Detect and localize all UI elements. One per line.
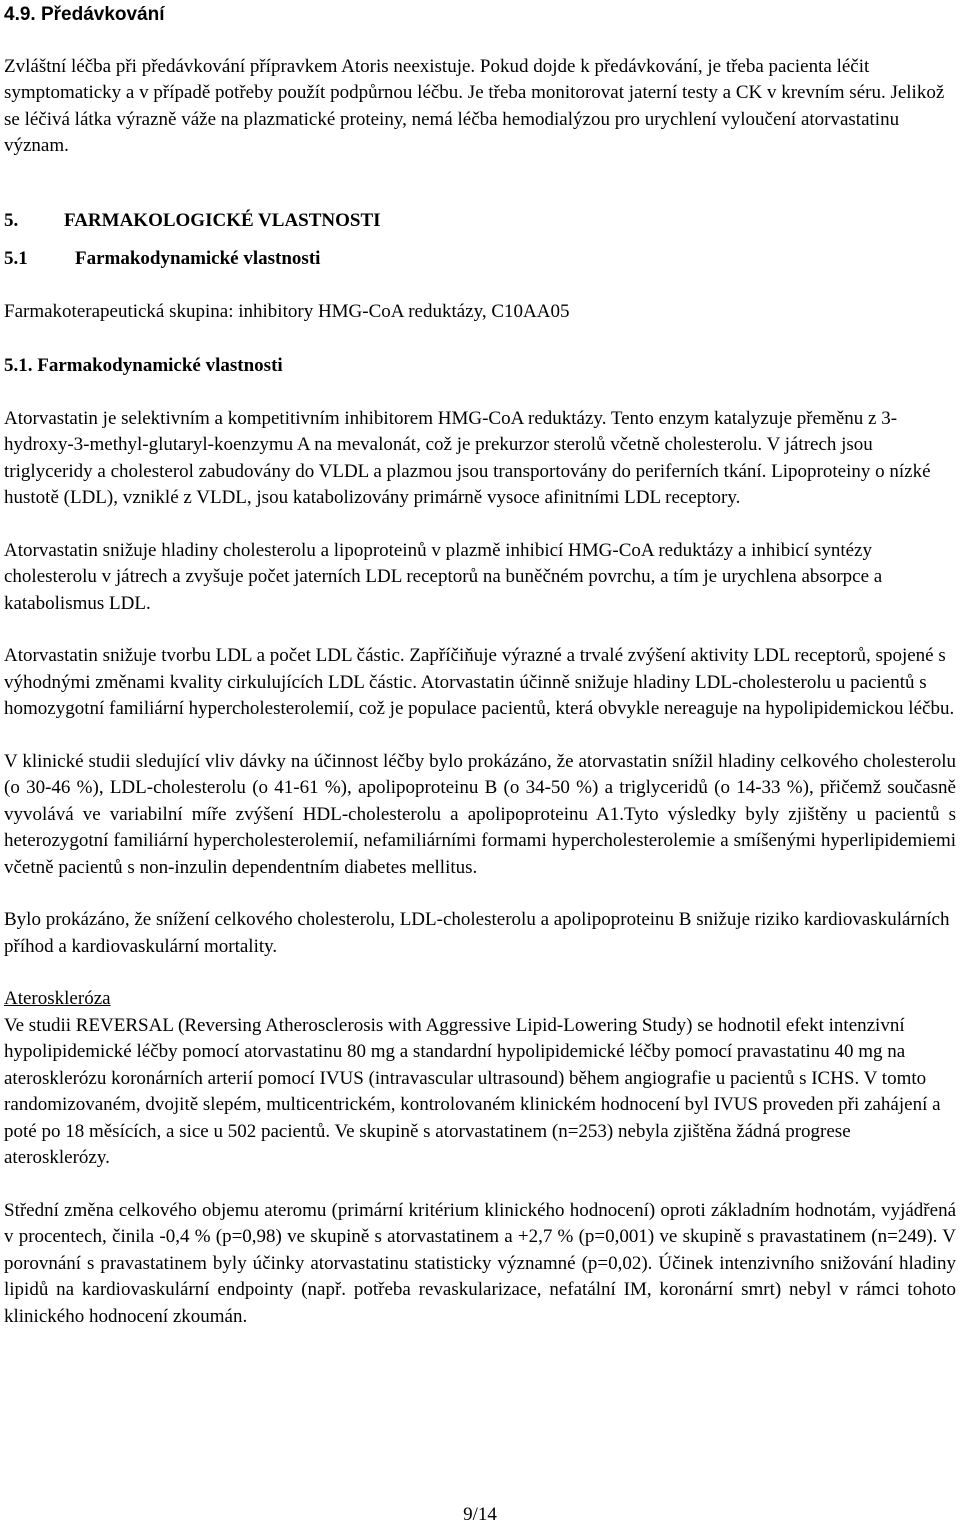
risk-reduction-paragraph: Bylo prokázáno, že snížení celkového cholesterolu, LDL-cholesterolu a apolipoproteinu B snižuje riziko kardiovaskulárních příhod a kardiovaskulární mortality. xyxy=(4,909,950,957)
section-5-1-number: 5.1 xyxy=(4,248,28,269)
section-5-title: FARMAKOLOGICKÉ VLASTNOSTI xyxy=(64,209,381,231)
section-4-9-heading: 4.9. Předávkování xyxy=(4,4,165,25)
clinical-study-paragraph: V klinické studii sledující vliv dávky na účinnost léčby bylo prokázáno, že atorvastatin snížil hladiny celkového cholesterolu (o 30-46 %), LDL-cholesterolu (o 41-61 %), apolipoproteinu B (o 34-50 %) a triglyceridů (o 14-33 %), přičemž současně vyvolává ve variabilní míře zvýšení HDL-cholesterolu a apolipoproteinu A1.Tyto výsledky byly zjištěny u pacientů s heterozygotní familiární hypercholesterolemií, nefamiliárními formami hypercholesterolemie a smíšenými hyperlipidemiemi včetně pacientů s non-inzulin dependentním diabetes mellitus. xyxy=(4,750,956,878)
section-5-heading xyxy=(4,208,956,235)
atheroma-volume-paragraph: Střední změna celkového objemu ateromu (primární kritérium klinického hodnocení) oproti základním hodnotám, vyjádřená v procentech, činila -0,4 % (p=0,98) ve skupině s atorvastatinem a +2,7 % (p=0,001) ve skupině s pravastatinem (n=249). V porovnání s pravastatinem byly účinky atorvastatinu statisticky významné (p=0,02). Účinek intenzivního snižování hladiny lipidů na kardiovaskulární endpointy (např. potřeba revaskularizace, nefatální IM, koronární smrt) nebyl v rámci tohoto klinického hodnocení zkoumán. xyxy=(4,1199,956,1327)
cholesterol-paragraph: Atorvastatin snižuje hladiny cholesterolu a lipoproteinů v plazmě inhibicí HMG-CoA reduktázy a inhibicí syntézy cholesterolu v játrech a zvyšuje počet jaterních LDL receptorů na buněčném povrchu, a tím je urychlena absorpce a katabolismus LDL. xyxy=(4,539,883,614)
ldl-paragraph: Atorvastatin snižuje tvorbu LDL a počet LDL částic. Zapříčiňuje výrazné a trvalé zvýšení aktivity LDL receptorů, spojené s výhodnými změnami kvality cirkulujících LDL částic. Atorvastatin účinně snižuje hladiny LDL-cholesterolu u pacientů s homozygotní familiární hypercholesterolemií, což je populace pacientů, která obvykle nereaguje na hypolipidemickou léčbu. xyxy=(4,645,955,719)
document-page xyxy=(4,0,956,1330)
overdose-paragraph: Zvláštní léčba při předávkování přípravkem Atoris neexistuje. Pokud dojde k předávkování, je třeba pacienta léčit symptomaticky a v případě potřeby použít podpůrnou léčbu. Je třeba monitorovat jaterní testy a CK v krevním séru. Jelikož se léčivá látka výrazně váže na plazmatické proteiny, nemá léčba hemodialýzou pro urychlení vyloučení atorvastatinu význam. xyxy=(4,55,945,156)
section-5-1b-heading: 5.1. Farmakodynamické vlastnosti xyxy=(4,355,283,376)
section-5-1-title: Farmakodynamické vlastnosti xyxy=(75,248,321,269)
section-5-1-heading xyxy=(4,246,956,273)
reversal-study-paragraph: Ve studii REVERSAL (Reversing Atherosclerosis with Aggressive Lipid-Lowering Study) se hodnotil efekt intenzivní hypolipidemické léčby pomocí atorvastatinu 80 mg a standardní hypolipidemické léčby pomocí pravastatinu 40 mg na aterosklerózu koronárních arterií pomocí IVUS (intravascular ultrasound) během angiografie u pacientů s ICHS. V tomto randomizovaném, dvojitě slepém, multicentrickém, kontrolovaném klinickém hodnocení byl IVUS proveden při zahájení a poté po 18 měsících, a sice u 502 pacientů. Ve skupině s atorvastatinem (n=253) nebyla zjištěna žádná progrese aterosklerózy. xyxy=(4,1014,941,1168)
mechanism-paragraph: Atorvastatin je selektivním a kompetitivním inhibitorem HMG-CoA reduktázy. Tento enzym katalyzuje přeměnu z 3-hydroxy-3-methyl-glutaryl-koenzymu A na mevalonát, což je prekurzor sterolů včetně cholesterolu. V játrech jsou triglyceridy a cholesterol zabudovány do VLDL a plazmou jsou transportovány do periferních tkání. Lipoproteiny o nízké hustotě (LDL), vzniklé z VLDL, jsou katabolizovány primárně vysoce afinitními LDL receptory. xyxy=(4,407,931,508)
section-5-number: 5. xyxy=(4,209,19,231)
atherosclerosis-heading: Ateroskleróza xyxy=(4,988,111,1009)
page-number: 9/14 xyxy=(463,1504,497,1525)
therapeutic-group: Farmakoterapeutická skupina: inhibitory HMG-CoA reduktázy, C10AA05 xyxy=(4,300,570,322)
